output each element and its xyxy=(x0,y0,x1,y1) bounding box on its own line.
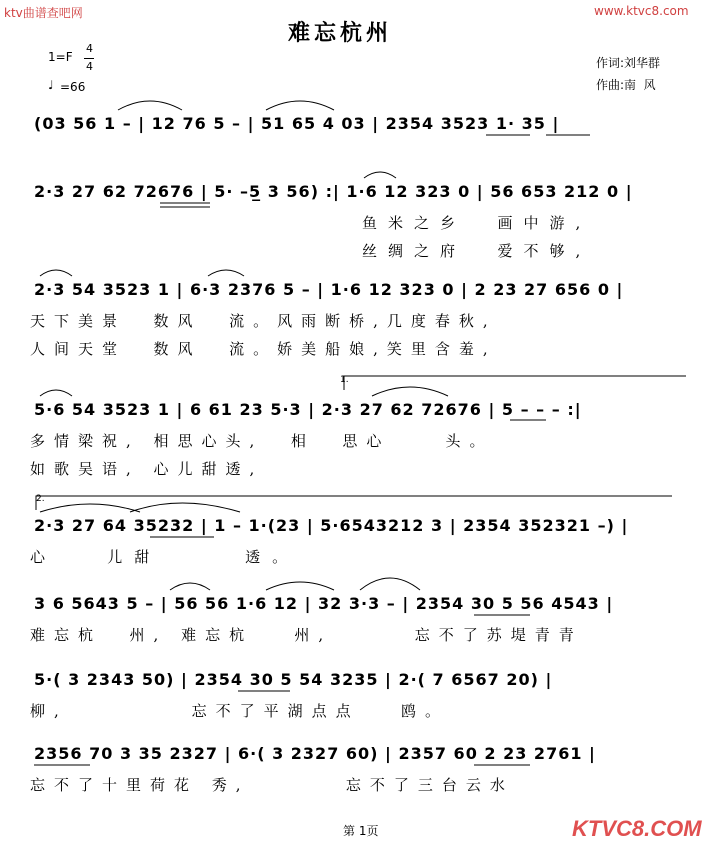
page-number: 第 1页 xyxy=(343,824,379,838)
volta-2-bracket xyxy=(36,496,672,510)
tempo: =66 xyxy=(60,80,86,94)
time-signature-bottom: 4 xyxy=(86,60,93,73)
key-signature: 1=F xyxy=(48,50,73,64)
score-line-2: 2·3 27 62 72676 | 5· –5̲ 3 56) :| 1·6 12 323 0 | 56 653 212 0 | xyxy=(34,182,633,201)
lyric-line-2a: 鱼米之乡 画中游, xyxy=(362,214,592,232)
lyric-line-4a: 多情梁祝, 相思心头, 相 思心 头。 xyxy=(30,432,494,450)
slur xyxy=(170,583,210,590)
time-signature-top: 4 xyxy=(86,42,93,55)
slur xyxy=(40,390,72,396)
tempo-note-icon: ♩ xyxy=(48,78,54,92)
score-line-4: 5·6 54 3523 1 | 6 61 23 5·3 | 2·3 27 62 72676 | 5 – – – :| xyxy=(34,400,582,419)
slur xyxy=(364,172,396,178)
slur xyxy=(130,503,240,512)
watermark-logo: KTVC8.COM xyxy=(572,816,702,841)
lyricist: 作词:刘华群 xyxy=(596,56,661,70)
slur xyxy=(118,101,182,110)
score-line-7: 5·( 3 2343 50) | 2354 30 5 54 3235 | 2·( 7 6567 20) | xyxy=(34,670,553,689)
slur xyxy=(360,578,420,590)
composer: 作曲:南 风 xyxy=(596,78,656,92)
score-line-5: 2·3 27 64 35232 | 1 – 1·(23 | 5·6543212 3 | 2354 352321 –) | xyxy=(34,516,629,535)
lyric-line-7: 柳, 忘不了平湖点点 鸥。 xyxy=(30,702,449,720)
score-line-3: 2·3 54 3523 1 | 6·3 2376 5 – | 1·6 12 323 0 | 2 23 27 656 0 | xyxy=(34,280,624,299)
site-header[interactable]: ktv曲谱查吧网 xyxy=(4,6,83,20)
lyric-line-3a: 天下美景 数风 流。风雨断桥,几度春秋, xyxy=(30,312,497,330)
lyric-line-8: 忘不了十里荷花 秀, 忘不了三台云水 xyxy=(30,776,514,794)
score-line-1: (03 56 1 – | 12 76 5 – | 51 65 4 03 | 2354 3523 1· 35 | xyxy=(34,114,560,133)
lyric-line-4b: 如歌吴语, 心儿甜透, xyxy=(30,460,264,478)
score-line-6: 3 6 5643 5 – | 56 56 1·6 12 | 32 3·3 – | 2354 30 5 56 4543 | xyxy=(34,594,614,613)
slur xyxy=(266,101,334,110)
slur xyxy=(40,270,72,276)
lyric-line-3b: 人间天堂 数风 流。娇美船娘,笑里含羞, xyxy=(30,340,497,358)
lyric-line-2b: 丝绸之府 爱不够, xyxy=(362,242,592,260)
site-url[interactable]: www.ktvc8.com xyxy=(594,4,689,18)
slur xyxy=(208,270,244,276)
score-line-8: 2356 70 3 35 2327 | 6·( 3 2327 60) | 2357 60 2 23 2761 | xyxy=(34,744,596,763)
volta-2-label: 2. xyxy=(36,494,45,504)
song-title: 难忘杭州 xyxy=(288,20,393,46)
slur xyxy=(266,582,334,590)
slur xyxy=(40,504,140,512)
lyric-line-6: 难忘杭 州, 难忘杭 州, 忘不了苏堤青青 xyxy=(30,626,583,644)
volta-1-label: 1. xyxy=(340,375,349,385)
slur xyxy=(372,387,448,396)
lyric-line-5: 心 儿甜 透。 xyxy=(30,548,300,566)
